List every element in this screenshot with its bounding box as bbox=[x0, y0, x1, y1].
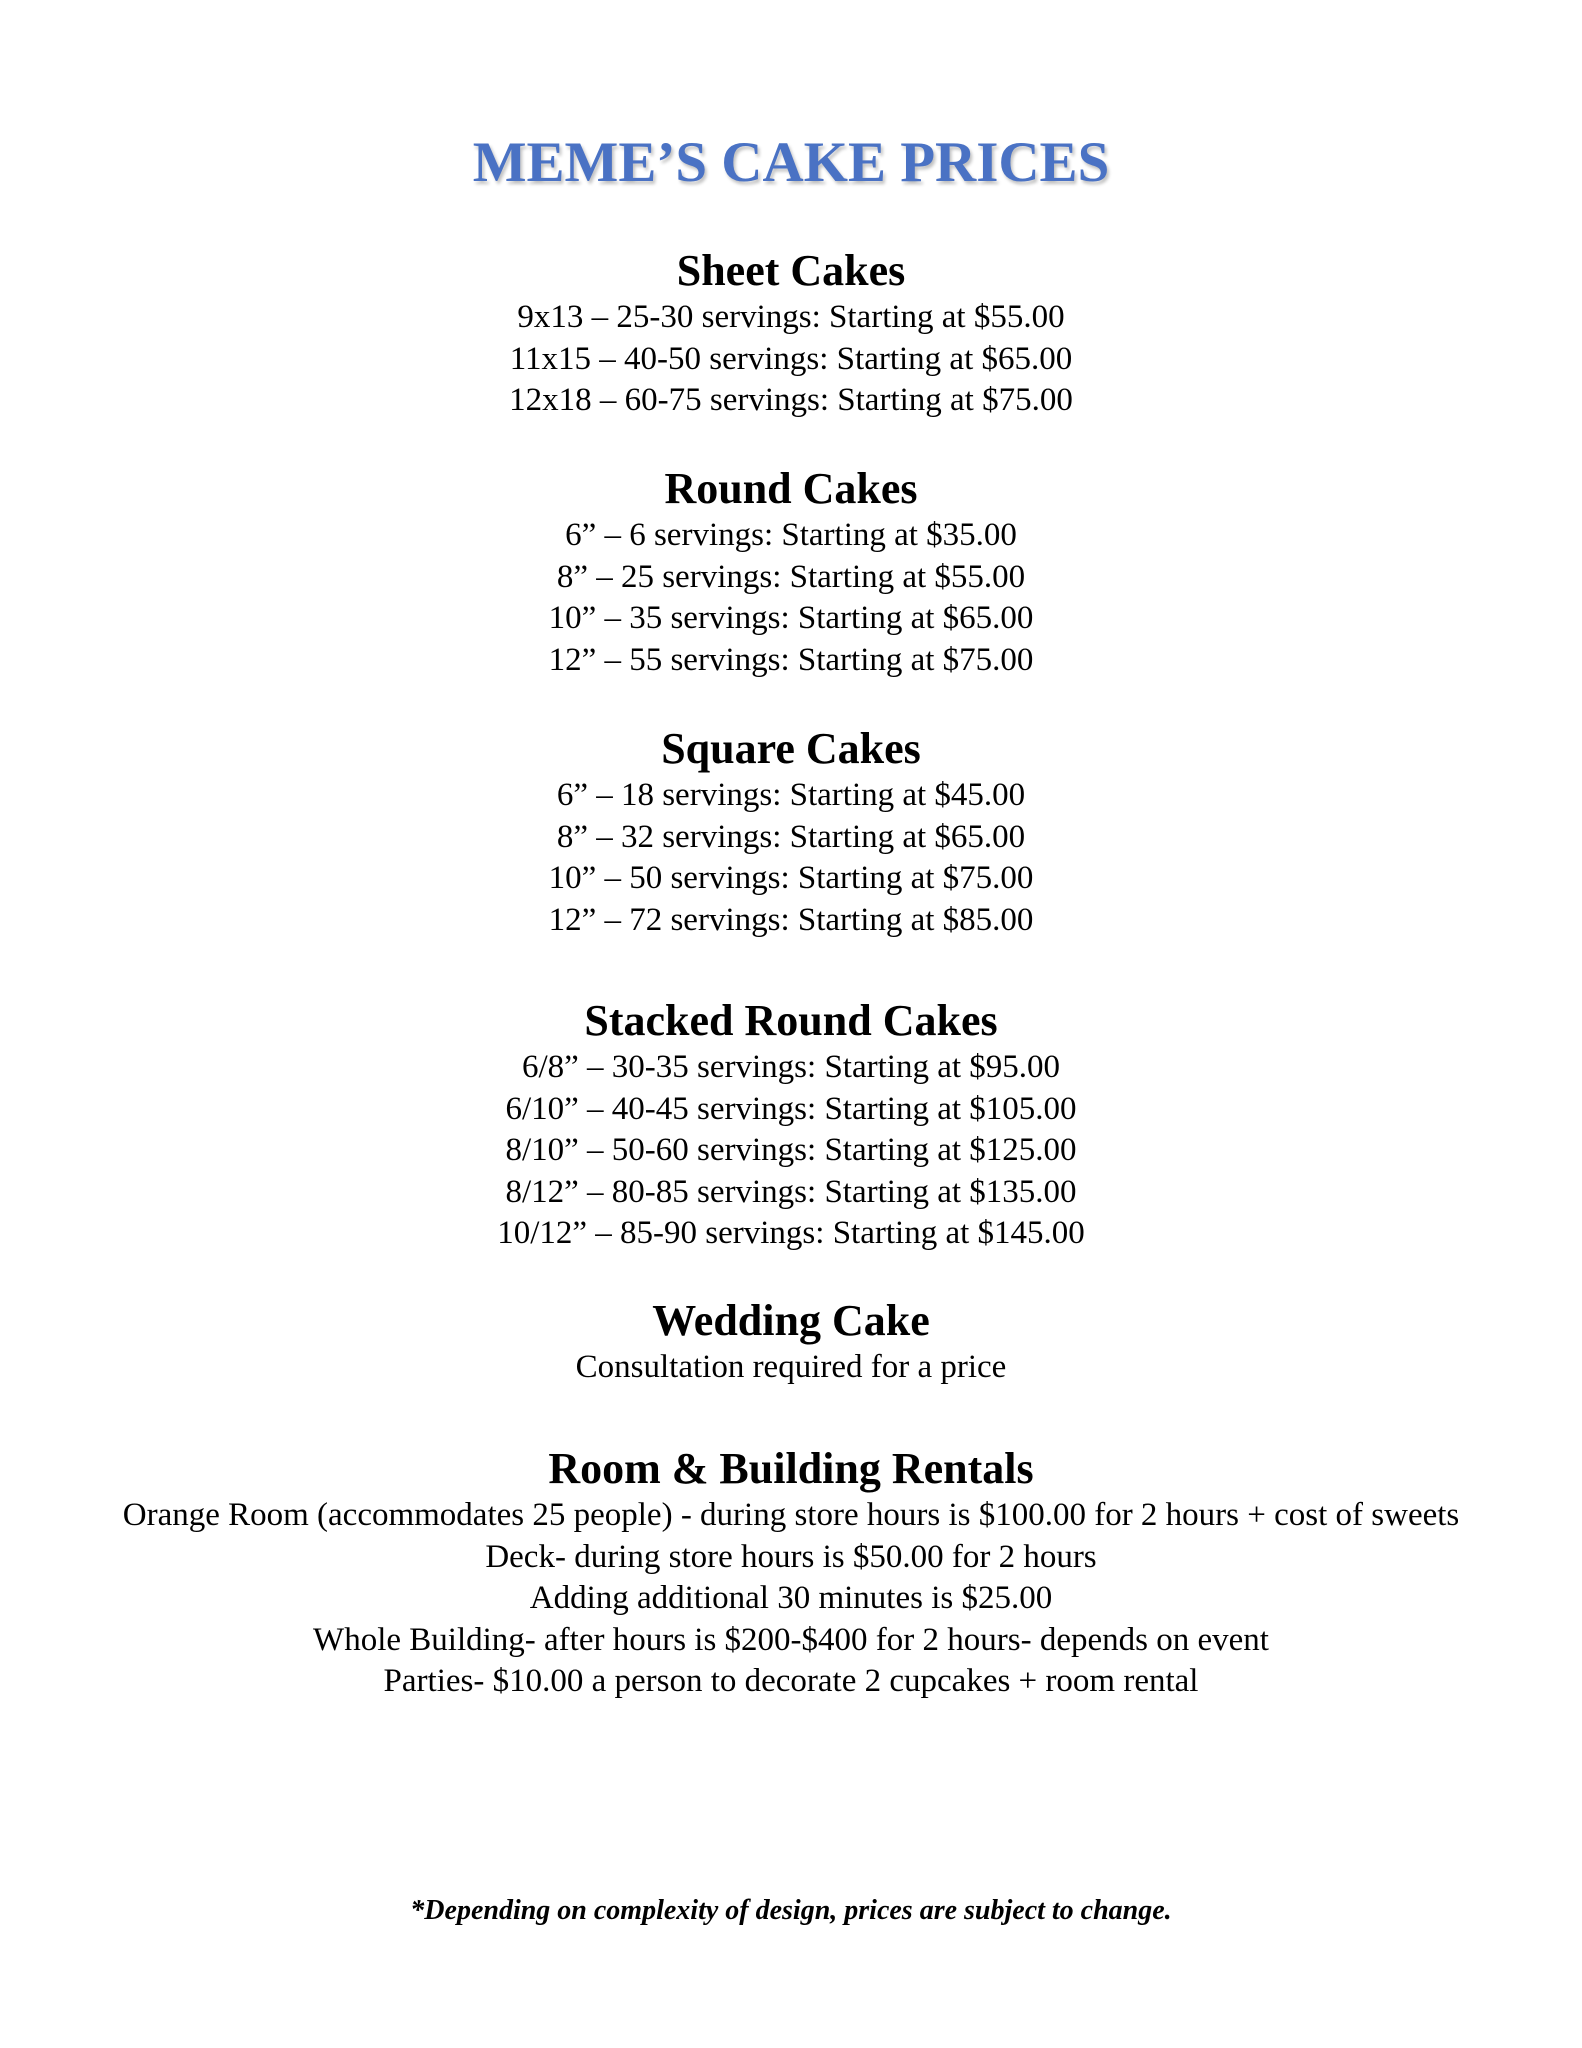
rental-line: Deck- during store hours is $50.00 for 2 hours bbox=[485, 1538, 1097, 1575]
price-line: 12” – 72 servings: Starting at $85.00 bbox=[548, 901, 1034, 938]
price-line: 10/12” – 85-90 servings: Starting at $145.00 bbox=[497, 1215, 1085, 1251]
price-line: 8/10” – 50-60 servings: Starting at $125.00 bbox=[505, 1132, 1077, 1168]
price-line: 8” – 25 servings: Starting at $55.00 bbox=[556, 558, 1026, 595]
price-line: 8/12” – 80-85 servings: Starting at $135.00 bbox=[505, 1173, 1077, 1210]
section-heading: Sheet Cakes bbox=[676, 246, 906, 295]
section-heading: Round Cakes bbox=[664, 464, 918, 513]
square-cakes-section bbox=[0, 723, 1582, 941]
footnote: *Depending on complexity of design, prices are subject to change. bbox=[410, 1895, 1172, 1926]
rental-line: Parties- $10.00 a person to decorate 2 cupcakes + room rental bbox=[383, 1663, 1199, 1699]
wedding-cake-section bbox=[0, 1295, 1582, 1389]
stacked-round-cakes-section bbox=[0, 995, 1582, 1255]
price-line: 10” – 35 servings: Starting at $65.00 bbox=[548, 600, 1034, 636]
price-line: 12x18 – 60-75 servings: Starting at $75.00 bbox=[509, 382, 1073, 418]
price-line: 6/10” – 40-45 servings: Starting at $105.00 bbox=[505, 1090, 1077, 1127]
price-line: 6” – 18 servings: Starting at $45.00 bbox=[556, 777, 1026, 813]
price-line: 6” – 6 servings: Starting at $35.00 bbox=[565, 517, 1017, 553]
sheet-cakes-section bbox=[0, 245, 1582, 422]
page-title: MEME’S CAKE PRICES bbox=[472, 131, 1110, 194]
section-heading: Room & Building Rentals bbox=[548, 1444, 1034, 1493]
price-line: 10” – 50 servings: Starting at $75.00 bbox=[548, 860, 1034, 896]
section-heading: Stacked Round Cakes bbox=[584, 996, 998, 1045]
section-heading: Wedding Cake bbox=[652, 1296, 930, 1345]
price-line: 9x13 – 25-30 servings: Starting at $55.00 bbox=[517, 299, 1065, 335]
rental-line: Orange Room (accommodates 25 people) - during store hours is $100.00 for 2 hours + cost of sweets bbox=[122, 1497, 1460, 1533]
round-cakes-section bbox=[0, 463, 1582, 681]
section-heading: Square Cakes bbox=[661, 724, 921, 773]
price-line: 8” – 32 servings: Starting at $65.00 bbox=[556, 818, 1026, 855]
rentals-section bbox=[0, 1443, 1582, 1703]
price-line: 12” – 55 servings: Starting at $75.00 bbox=[548, 641, 1034, 678]
rental-line: Adding additional 30 minutes is $25.00 bbox=[529, 1580, 1053, 1616]
price-line: 11x15 – 40-50 servings: Starting at $65.00 bbox=[509, 340, 1073, 377]
price-line: Consultation required for a price bbox=[575, 1349, 1007, 1385]
rental-line: Whole Building- after hours is $200-$400 for 2 hours- depends on event bbox=[313, 1621, 1269, 1658]
price-line: 6/8” – 30-35 servings: Starting at $95.00 bbox=[521, 1049, 1061, 1085]
